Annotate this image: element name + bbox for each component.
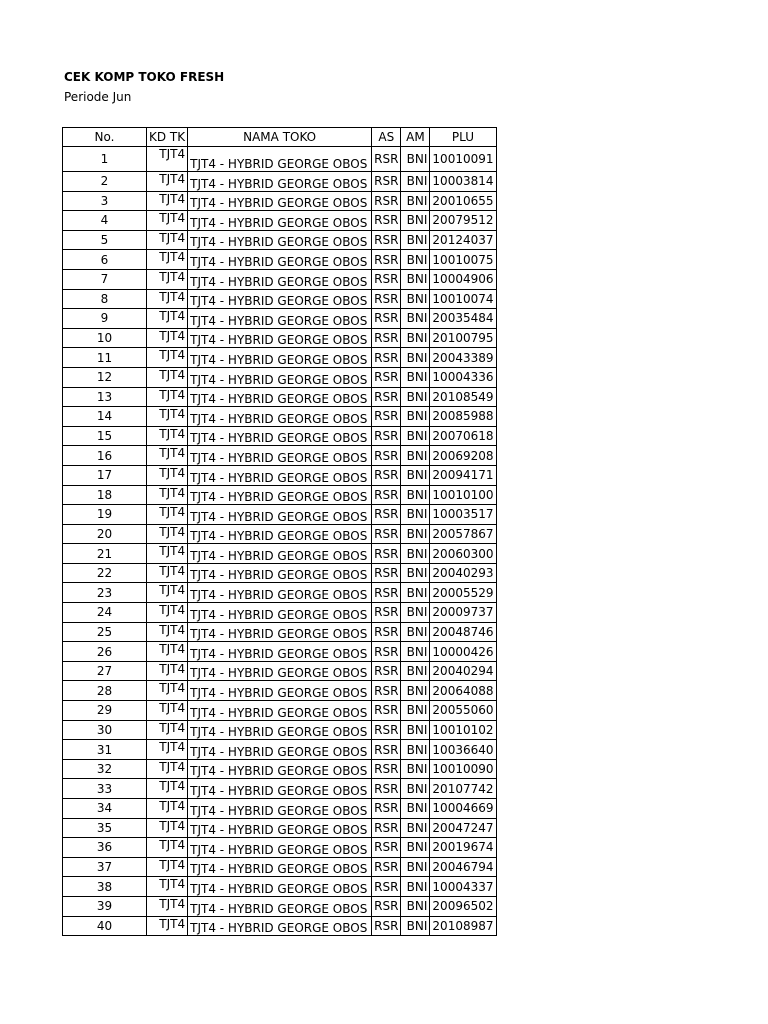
cell-plu: 20107742	[430, 779, 496, 799]
cell-nama-toko: TJT4 - HYBRID GEORGE OBOS	[188, 147, 372, 172]
cell-no: 23	[63, 583, 147, 603]
cell-no: 4	[63, 211, 147, 231]
cell-am: BNI	[401, 269, 430, 289]
cell-as: RSR	[372, 544, 401, 564]
cell-nama-toko: TJT4 - HYBRID GEORGE OBOS	[188, 563, 372, 583]
cell-no: 37	[63, 857, 147, 877]
table-row	[63, 603, 497, 623]
cell-nama-toko: TJT4 - HYBRID GEORGE OBOS	[188, 446, 372, 466]
table-row	[63, 407, 497, 427]
cell-as: RSR	[372, 877, 401, 897]
cell-kd-tk: TJT4	[147, 603, 188, 623]
cell-am: BNI	[401, 877, 430, 897]
cell-nama-toko: TJT4 - HYBRID GEORGE OBOS	[188, 387, 372, 407]
cell-plu: 10003517	[430, 505, 496, 525]
cell-am: BNI	[401, 485, 430, 505]
cell-plu: 10004337	[430, 877, 496, 897]
cell-plu: 20019674	[430, 838, 496, 858]
table-row	[63, 465, 497, 485]
cell-kd-tk: TJT4	[147, 701, 188, 721]
cell-as: RSR	[372, 896, 401, 916]
cell-nama-toko: TJT4 - HYBRID GEORGE OBOS	[188, 465, 372, 485]
cell-nama-toko: TJT4 - HYBRID GEORGE OBOS	[188, 896, 372, 916]
cell-nama-toko: TJT4 - HYBRID GEORGE OBOS	[188, 916, 372, 936]
table-header-row	[63, 128, 497, 147]
table-row	[63, 269, 497, 289]
table-row	[63, 172, 497, 192]
cell-kd-tk: TJT4	[147, 838, 188, 858]
cell-nama-toko: TJT4 - HYBRID GEORGE OBOS	[188, 681, 372, 701]
cell-as: RSR	[372, 740, 401, 760]
cell-as: RSR	[372, 661, 401, 681]
cell-plu: 20096502	[430, 896, 496, 916]
cell-kd-tk: TJT4	[147, 250, 188, 270]
cell-nama-toko: TJT4 - HYBRID GEORGE OBOS	[188, 622, 372, 642]
cell-no: 5	[63, 230, 147, 250]
cell-kd-tk: TJT4	[147, 289, 188, 309]
cell-am: BNI	[401, 583, 430, 603]
table-row	[63, 681, 497, 701]
cell-nama-toko: TJT4 - HYBRID GEORGE OBOS	[188, 269, 372, 289]
cell-am: BNI	[401, 544, 430, 564]
cell-nama-toko: TJT4 - HYBRID GEORGE OBOS	[188, 544, 372, 564]
table-row	[63, 857, 497, 877]
cell-as: RSR	[372, 147, 401, 172]
table-row	[63, 544, 497, 564]
cell-as: RSR	[372, 309, 401, 329]
cell-no: 25	[63, 622, 147, 642]
cell-kd-tk: TJT4	[147, 191, 188, 211]
cell-plu: 20055060	[430, 701, 496, 721]
cell-no: 29	[63, 701, 147, 721]
cell-nama-toko: TJT4 - HYBRID GEORGE OBOS	[188, 524, 372, 544]
cell-as: RSR	[372, 720, 401, 740]
cell-as: RSR	[372, 642, 401, 662]
cell-kd-tk: TJT4	[147, 681, 188, 701]
cell-plu: 20079512	[430, 211, 496, 231]
cell-am: BNI	[401, 407, 430, 427]
cell-as: RSR	[372, 857, 401, 877]
cell-am: BNI	[401, 916, 430, 936]
table-body	[63, 147, 497, 936]
cell-kd-tk: TJT4	[147, 269, 188, 289]
cell-kd-tk: TJT4	[147, 172, 188, 192]
cell-no: 3	[63, 191, 147, 211]
cell-plu: 20047247	[430, 818, 496, 838]
table-row	[63, 818, 497, 838]
cell-am: BNI	[401, 191, 430, 211]
cell-plu: 20043389	[430, 348, 496, 368]
cell-nama-toko: TJT4 - HYBRID GEORGE OBOS	[188, 661, 372, 681]
cell-no: 19	[63, 505, 147, 525]
cell-no: 27	[63, 661, 147, 681]
cell-am: BNI	[401, 720, 430, 740]
cell-nama-toko: TJT4 - HYBRID GEORGE OBOS	[188, 818, 372, 838]
cell-as: RSR	[372, 563, 401, 583]
table-row	[63, 720, 497, 740]
table-row	[63, 446, 497, 466]
table-row	[63, 877, 497, 897]
cell-no: 36	[63, 838, 147, 858]
cell-no: 13	[63, 387, 147, 407]
cell-no: 24	[63, 603, 147, 623]
cell-as: RSR	[372, 230, 401, 250]
cell-kd-tk: TJT4	[147, 779, 188, 799]
cell-nama-toko: TJT4 - HYBRID GEORGE OBOS	[188, 407, 372, 427]
cell-no: 39	[63, 896, 147, 916]
store-table	[62, 127, 497, 936]
table-row	[63, 485, 497, 505]
cell-plu: 20057867	[430, 524, 496, 544]
cell-as: RSR	[372, 583, 401, 603]
cell-plu: 20010655	[430, 191, 496, 211]
cell-nama-toko: TJT4 - HYBRID GEORGE OBOS	[188, 348, 372, 368]
cell-as: RSR	[372, 916, 401, 936]
table-row	[63, 147, 497, 172]
table-row	[63, 524, 497, 544]
cell-am: BNI	[401, 740, 430, 760]
cell-plu: 10000426	[430, 642, 496, 662]
cell-plu: 10004669	[430, 799, 496, 819]
header-no: No.	[63, 128, 147, 147]
cell-no: 15	[63, 426, 147, 446]
cell-plu: 20005529	[430, 583, 496, 603]
cell-am: BNI	[401, 759, 430, 779]
cell-nama-toko: TJT4 - HYBRID GEORGE OBOS	[188, 720, 372, 740]
cell-plu: 20085988	[430, 407, 496, 427]
cell-kd-tk: TJT4	[147, 661, 188, 681]
cell-no: 17	[63, 465, 147, 485]
cell-no: 12	[63, 367, 147, 387]
cell-as: RSR	[372, 367, 401, 387]
cell-as: RSR	[372, 172, 401, 192]
table-row	[63, 799, 497, 819]
cell-kd-tk: TJT4	[147, 387, 188, 407]
cell-kd-tk: TJT4	[147, 759, 188, 779]
header-kd-tk: KD TK	[147, 128, 188, 147]
cell-nama-toko: TJT4 - HYBRID GEORGE OBOS	[188, 250, 372, 270]
table-row	[63, 779, 497, 799]
cell-no: 11	[63, 348, 147, 368]
cell-nama-toko: TJT4 - HYBRID GEORGE OBOS	[188, 701, 372, 721]
cell-no: 18	[63, 485, 147, 505]
cell-nama-toko: TJT4 - HYBRID GEORGE OBOS	[188, 583, 372, 603]
cell-am: BNI	[401, 211, 430, 231]
cell-as: RSR	[372, 465, 401, 485]
cell-am: BNI	[401, 799, 430, 819]
cell-as: RSR	[372, 348, 401, 368]
cell-kd-tk: TJT4	[147, 799, 188, 819]
cell-plu: 20069208	[430, 446, 496, 466]
cell-no: 9	[63, 309, 147, 329]
table-row	[63, 896, 497, 916]
cell-as: RSR	[372, 838, 401, 858]
table-row	[63, 348, 497, 368]
table-row	[63, 661, 497, 681]
cell-no: 8	[63, 289, 147, 309]
cell-as: RSR	[372, 211, 401, 231]
cell-kd-tk: TJT4	[147, 485, 188, 505]
cell-as: RSR	[372, 505, 401, 525]
cell-kd-tk: TJT4	[147, 446, 188, 466]
cell-as: RSR	[372, 269, 401, 289]
cell-no: 28	[63, 681, 147, 701]
table-row	[63, 387, 497, 407]
cell-nama-toko: TJT4 - HYBRID GEORGE OBOS	[188, 211, 372, 231]
cell-nama-toko: TJT4 - HYBRID GEORGE OBOS	[188, 838, 372, 858]
cell-no: 1	[63, 147, 147, 172]
cell-plu: 20094171	[430, 465, 496, 485]
cell-kd-tk: TJT4	[147, 583, 188, 603]
cell-nama-toko: TJT4 - HYBRID GEORGE OBOS	[188, 426, 372, 446]
cell-kd-tk: TJT4	[147, 916, 188, 936]
cell-no: 26	[63, 642, 147, 662]
cell-as: RSR	[372, 603, 401, 623]
cell-as: RSR	[372, 759, 401, 779]
cell-no: 20	[63, 524, 147, 544]
header-am: AM	[401, 128, 430, 147]
header-as: AS	[372, 128, 401, 147]
cell-nama-toko: TJT4 - HYBRID GEORGE OBOS	[188, 367, 372, 387]
cell-as: RSR	[372, 328, 401, 348]
cell-as: RSR	[372, 799, 401, 819]
cell-kd-tk: TJT4	[147, 740, 188, 760]
cell-kd-tk: TJT4	[147, 211, 188, 231]
table-row	[63, 309, 497, 329]
cell-no: 21	[63, 544, 147, 564]
cell-no: 34	[63, 799, 147, 819]
cell-kd-tk: TJT4	[147, 426, 188, 446]
cell-plu: 20060300	[430, 544, 496, 564]
cell-am: BNI	[401, 779, 430, 799]
cell-am: BNI	[401, 701, 430, 721]
cell-am: BNI	[401, 896, 430, 916]
cell-am: BNI	[401, 838, 430, 858]
cell-no: 35	[63, 818, 147, 838]
cell-no: 33	[63, 779, 147, 799]
cell-plu: 10010091	[430, 147, 496, 172]
cell-kd-tk: TJT4	[147, 720, 188, 740]
header-plu: PLU	[430, 128, 496, 147]
table-row	[63, 759, 497, 779]
cell-as: RSR	[372, 779, 401, 799]
cell-no: 31	[63, 740, 147, 760]
cell-nama-toko: TJT4 - HYBRID GEORGE OBOS	[188, 289, 372, 309]
cell-am: BNI	[401, 348, 430, 368]
cell-plu: 20124037	[430, 230, 496, 250]
cell-plu: 10010075	[430, 250, 496, 270]
cell-as: RSR	[372, 701, 401, 721]
cell-kd-tk: TJT4	[147, 563, 188, 583]
table-row	[63, 701, 497, 721]
cell-kd-tk: TJT4	[147, 465, 188, 485]
table-row	[63, 367, 497, 387]
cell-am: BNI	[401, 465, 430, 485]
cell-am: BNI	[401, 505, 430, 525]
cell-plu: 10003814	[430, 172, 496, 192]
table-row	[63, 622, 497, 642]
cell-as: RSR	[372, 485, 401, 505]
table-row	[63, 740, 497, 760]
cell-as: RSR	[372, 446, 401, 466]
cell-am: BNI	[401, 367, 430, 387]
cell-plu: 10004906	[430, 269, 496, 289]
cell-am: BNI	[401, 622, 430, 642]
cell-plu: 20100795	[430, 328, 496, 348]
cell-nama-toko: TJT4 - HYBRID GEORGE OBOS	[188, 759, 372, 779]
cell-nama-toko: TJT4 - HYBRID GEORGE OBOS	[188, 799, 372, 819]
cell-am: BNI	[401, 603, 430, 623]
document-subtitle: Periode Jun	[64, 90, 132, 104]
cell-am: BNI	[401, 250, 430, 270]
cell-as: RSR	[372, 681, 401, 701]
cell-am: BNI	[401, 446, 430, 466]
cell-nama-toko: TJT4 - HYBRID GEORGE OBOS	[188, 857, 372, 877]
cell-nama-toko: TJT4 - HYBRID GEORGE OBOS	[188, 779, 372, 799]
cell-am: BNI	[401, 524, 430, 544]
cell-am: BNI	[401, 681, 430, 701]
cell-as: RSR	[372, 407, 401, 427]
cell-nama-toko: TJT4 - HYBRID GEORGE OBOS	[188, 877, 372, 897]
cell-kd-tk: TJT4	[147, 524, 188, 544]
cell-plu: 10004336	[430, 367, 496, 387]
cell-am: BNI	[401, 642, 430, 662]
cell-plu: 20040293	[430, 563, 496, 583]
cell-kd-tk: TJT4	[147, 407, 188, 427]
cell-as: RSR	[372, 426, 401, 446]
cell-as: RSR	[372, 191, 401, 211]
table-row	[63, 328, 497, 348]
cell-no: 38	[63, 877, 147, 897]
cell-kd-tk: TJT4	[147, 309, 188, 329]
cell-nama-toko: TJT4 - HYBRID GEORGE OBOS	[188, 603, 372, 623]
cell-no: 2	[63, 172, 147, 192]
cell-am: BNI	[401, 172, 430, 192]
cell-am: BNI	[401, 289, 430, 309]
cell-as: RSR	[372, 289, 401, 309]
cell-no: 10	[63, 328, 147, 348]
header-nama-toko: NAMA TOKO	[188, 128, 372, 147]
cell-as: RSR	[372, 387, 401, 407]
cell-plu: 10010100	[430, 485, 496, 505]
cell-nama-toko: TJT4 - HYBRID GEORGE OBOS	[188, 642, 372, 662]
cell-nama-toko: TJT4 - HYBRID GEORGE OBOS	[188, 309, 372, 329]
cell-no: 30	[63, 720, 147, 740]
cell-plu: 20108987	[430, 916, 496, 936]
cell-no: 40	[63, 916, 147, 936]
cell-plu: 20048746	[430, 622, 496, 642]
cell-plu: 20040294	[430, 661, 496, 681]
table-row	[63, 838, 497, 858]
cell-no: 16	[63, 446, 147, 466]
cell-kd-tk: TJT4	[147, 230, 188, 250]
table-row	[63, 289, 497, 309]
table-row	[63, 230, 497, 250]
cell-am: BNI	[401, 818, 430, 838]
cell-no: 32	[63, 759, 147, 779]
cell-plu: 20070618	[430, 426, 496, 446]
table-row	[63, 916, 497, 936]
cell-am: BNI	[401, 328, 430, 348]
cell-kd-tk: TJT4	[147, 642, 188, 662]
cell-plu: 10010090	[430, 759, 496, 779]
table-row	[63, 426, 497, 446]
cell-plu: 20108549	[430, 387, 496, 407]
cell-am: BNI	[401, 563, 430, 583]
cell-plu: 10036640	[430, 740, 496, 760]
cell-as: RSR	[372, 524, 401, 544]
cell-as: RSR	[372, 622, 401, 642]
cell-no: 7	[63, 269, 147, 289]
table-row	[63, 250, 497, 270]
cell-nama-toko: TJT4 - HYBRID GEORGE OBOS	[188, 172, 372, 192]
cell-am: BNI	[401, 857, 430, 877]
cell-plu: 20046794	[430, 857, 496, 877]
cell-no: 6	[63, 250, 147, 270]
cell-plu: 20064088	[430, 681, 496, 701]
cell-kd-tk: TJT4	[147, 505, 188, 525]
cell-kd-tk: TJT4	[147, 544, 188, 564]
table-row	[63, 211, 497, 231]
cell-am: BNI	[401, 230, 430, 250]
cell-am: BNI	[401, 426, 430, 446]
cell-plu: 10010074	[430, 289, 496, 309]
cell-nama-toko: TJT4 - HYBRID GEORGE OBOS	[188, 740, 372, 760]
table-row	[63, 583, 497, 603]
table-row	[63, 563, 497, 583]
cell-kd-tk: TJT4	[147, 896, 188, 916]
cell-am: BNI	[401, 387, 430, 407]
cell-plu: 10010102	[430, 720, 496, 740]
cell-nama-toko: TJT4 - HYBRID GEORGE OBOS	[188, 191, 372, 211]
cell-as: RSR	[372, 250, 401, 270]
table-row	[63, 505, 497, 525]
cell-am: BNI	[401, 309, 430, 329]
cell-nama-toko: TJT4 - HYBRID GEORGE OBOS	[188, 485, 372, 505]
cell-kd-tk: TJT4	[147, 147, 188, 172]
cell-kd-tk: TJT4	[147, 877, 188, 897]
cell-kd-tk: TJT4	[147, 348, 188, 368]
cell-kd-tk: TJT4	[147, 857, 188, 877]
cell-as: RSR	[372, 818, 401, 838]
cell-plu: 20035484	[430, 309, 496, 329]
table-row	[63, 642, 497, 662]
cell-am: BNI	[401, 147, 430, 172]
cell-plu: 20009737	[430, 603, 496, 623]
cell-kd-tk: TJT4	[147, 328, 188, 348]
cell-no: 14	[63, 407, 147, 427]
document-title: CEK KOMP TOKO FRESH	[64, 70, 225, 84]
cell-am: BNI	[401, 661, 430, 681]
cell-no: 22	[63, 563, 147, 583]
cell-nama-toko: TJT4 - HYBRID GEORGE OBOS	[188, 505, 372, 525]
cell-nama-toko: TJT4 - HYBRID GEORGE OBOS	[188, 230, 372, 250]
table-row	[63, 191, 497, 211]
cell-kd-tk: TJT4	[147, 818, 188, 838]
cell-nama-toko: TJT4 - HYBRID GEORGE OBOS	[188, 328, 372, 348]
cell-kd-tk: TJT4	[147, 622, 188, 642]
cell-kd-tk: TJT4	[147, 367, 188, 387]
